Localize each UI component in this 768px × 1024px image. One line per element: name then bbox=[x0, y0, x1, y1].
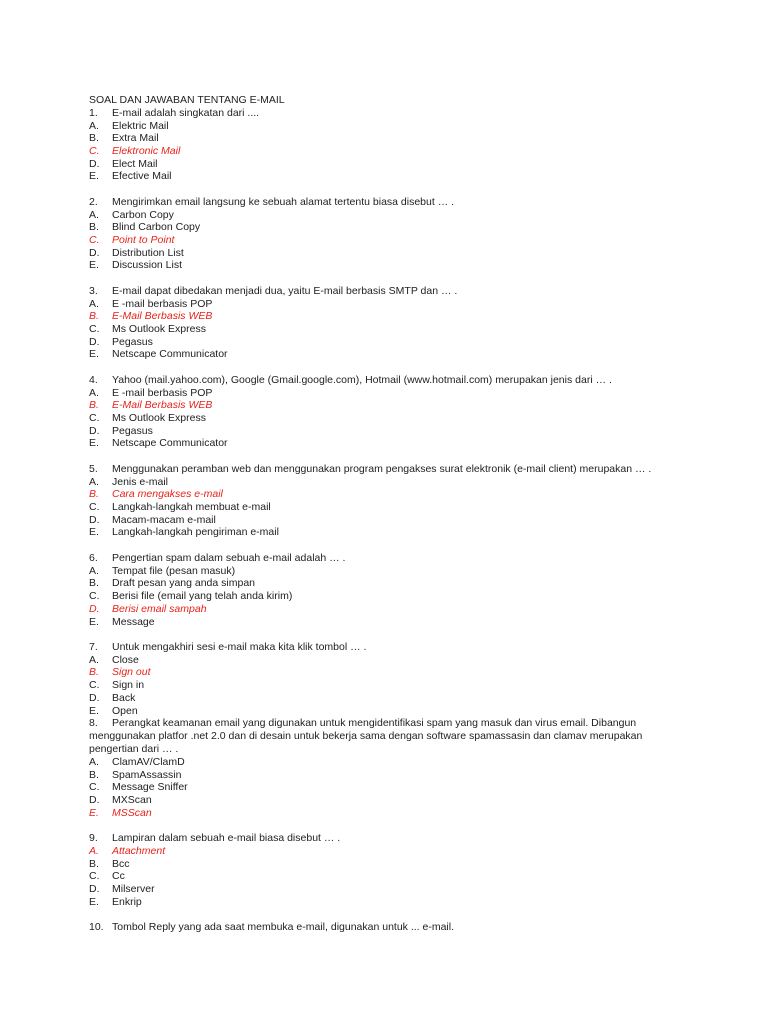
answer-option bbox=[89, 565, 669, 578]
question-text bbox=[89, 374, 669, 387]
option-text: Blind Carbon Copy bbox=[112, 221, 201, 234]
option-letter: C. bbox=[89, 234, 100, 246]
question-number: 10. bbox=[89, 921, 104, 934]
answer-option-correct bbox=[89, 666, 669, 679]
answer-option bbox=[89, 120, 669, 133]
option-text: Point to Point bbox=[112, 234, 175, 246]
answer-option-correct bbox=[89, 845, 669, 858]
option-text: Pegasus bbox=[112, 424, 153, 437]
answer-option bbox=[89, 336, 669, 349]
option-text: Langkah-langkah membuat e-mail bbox=[112, 501, 271, 514]
question-prompt: Tombol Reply yang ada saat membuka e-mail, digunakan untuk ... e-mail. bbox=[112, 921, 455, 934]
option-letter: B. bbox=[89, 399, 99, 412]
option-text: Elektronic Mail bbox=[112, 144, 181, 157]
question-number: 4. bbox=[89, 373, 98, 386]
option-letter: E. bbox=[89, 704, 99, 717]
option-text: MXScan bbox=[112, 794, 152, 806]
option-text: Distribution List bbox=[112, 246, 184, 259]
answer-option bbox=[89, 616, 669, 629]
answer-option bbox=[89, 769, 669, 782]
answer-option bbox=[89, 692, 669, 705]
option-letter: B. bbox=[89, 221, 99, 234]
answer-option bbox=[89, 170, 669, 183]
answer-option bbox=[89, 590, 669, 603]
option-text: Pegasus bbox=[112, 335, 153, 348]
option-text: Back bbox=[112, 691, 136, 704]
option-letter: D. bbox=[89, 424, 100, 437]
option-letter: D. bbox=[89, 691, 100, 704]
option-letter: B. bbox=[89, 768, 99, 781]
option-text: Milserver bbox=[112, 883, 155, 896]
option-text: Macam-macam e-mail bbox=[112, 513, 216, 526]
option-letter: C. bbox=[89, 590, 100, 603]
question-text bbox=[89, 921, 669, 934]
question-prompt: Untuk mengakhiri sesi e-mail maka kita klik tombol … . bbox=[112, 640, 367, 653]
spacer bbox=[89, 628, 669, 641]
spacer bbox=[89, 450, 669, 463]
question-text bbox=[89, 285, 669, 298]
answer-option bbox=[89, 781, 669, 794]
option-text: Message Sniffer bbox=[112, 781, 188, 794]
question-block bbox=[89, 717, 669, 832]
answer-option bbox=[89, 387, 669, 400]
option-text: Efective Mail bbox=[112, 170, 172, 183]
option-letter: D. bbox=[89, 246, 100, 259]
answer-option bbox=[89, 577, 669, 590]
option-text: E-Mail Berbasis WEB bbox=[112, 399, 213, 412]
answer-option bbox=[89, 870, 669, 883]
answer-option bbox=[89, 298, 669, 311]
option-letter: D. bbox=[89, 883, 100, 896]
question-block bbox=[89, 552, 669, 641]
question-block bbox=[89, 641, 669, 717]
spacer bbox=[89, 272, 669, 285]
answer-option-correct bbox=[89, 603, 669, 616]
option-letter: E. bbox=[89, 806, 99, 819]
option-text: Jenis e-mail bbox=[112, 475, 169, 488]
option-letter: A. bbox=[89, 297, 99, 310]
option-text: Carbon Copy bbox=[112, 208, 174, 221]
question-prompt: Mengirimkan email langsung ke sebuah alamat tertentu biasa disebut … . bbox=[112, 195, 455, 208]
answer-option bbox=[89, 883, 669, 896]
option-text: Elektric Mail bbox=[112, 119, 169, 132]
answer-option-correct bbox=[89, 145, 669, 158]
answer-option-correct bbox=[89, 310, 669, 323]
option-text: E-Mail Berbasis WEB bbox=[112, 310, 213, 323]
question-text bbox=[89, 463, 669, 476]
option-text: Tempat file (pesan masuk) bbox=[112, 564, 236, 577]
option-letter: A. bbox=[89, 564, 99, 577]
option-letter: A. bbox=[89, 119, 99, 132]
option-letter: C. bbox=[89, 501, 100, 514]
option-text: Cc bbox=[112, 870, 125, 883]
question-text bbox=[89, 717, 669, 756]
option-text: Enkrip bbox=[112, 895, 142, 908]
answer-option bbox=[89, 425, 669, 438]
question-prompt: Yahoo (mail.yahoo.com), Google (Gmail.google.com), Hotmail (www.hotmail.com) merupakan jenis dari … . bbox=[112, 373, 612, 386]
option-letter: C. bbox=[89, 781, 100, 794]
question-block bbox=[89, 921, 669, 934]
question-block bbox=[89, 285, 669, 374]
option-letter: A. bbox=[89, 653, 99, 666]
answer-option bbox=[89, 526, 669, 539]
question-text bbox=[89, 641, 669, 654]
option-letter: D. bbox=[89, 335, 100, 348]
option-letter: E. bbox=[89, 170, 99, 183]
answer-option bbox=[89, 705, 669, 718]
option-text: E -mail berbasis POP bbox=[112, 297, 213, 310]
question-text bbox=[89, 552, 669, 565]
option-text: Bcc bbox=[112, 857, 130, 870]
option-text: Netscape Communicator bbox=[112, 348, 228, 361]
option-text: E -mail berbasis POP bbox=[112, 386, 213, 399]
option-text: Open bbox=[112, 704, 138, 717]
question-block bbox=[89, 196, 669, 285]
question-number: 8. bbox=[89, 717, 98, 730]
option-letter: B. bbox=[89, 310, 99, 323]
option-letter: A. bbox=[89, 755, 99, 768]
question-number: 2. bbox=[89, 195, 98, 208]
option-letter: C. bbox=[89, 323, 100, 336]
answer-option bbox=[89, 794, 669, 807]
option-letter: E. bbox=[89, 259, 99, 272]
answer-option bbox=[89, 221, 669, 234]
option-text: ClamAV/ClamD bbox=[112, 755, 185, 768]
answer-option bbox=[89, 501, 669, 514]
question-text bbox=[89, 832, 669, 845]
answer-option bbox=[89, 437, 669, 450]
option-letter: B. bbox=[89, 577, 99, 590]
option-text: SpamAssassin bbox=[112, 768, 182, 781]
option-text: Cara mengakses e-mail bbox=[112, 488, 223, 501]
question-block bbox=[89, 463, 669, 552]
option-letter: B. bbox=[89, 488, 99, 501]
option-letter: E. bbox=[89, 437, 99, 450]
answer-option-correct bbox=[89, 399, 669, 412]
answer-option bbox=[89, 247, 669, 260]
option-letter: E. bbox=[89, 348, 99, 361]
question-prompt: E-mail dapat dibedakan menjadi dua, yaitu E-mail berbasis SMTP dan … . bbox=[112, 284, 458, 297]
answer-option bbox=[89, 412, 669, 425]
option-letter: C. bbox=[89, 870, 100, 883]
answer-option-correct bbox=[89, 807, 669, 820]
option-text: Langkah-langkah pengiriman e-mail bbox=[112, 526, 279, 539]
option-letter: E. bbox=[89, 526, 99, 539]
answer-option bbox=[89, 679, 669, 692]
question-block bbox=[89, 107, 669, 196]
answer-option bbox=[89, 259, 669, 272]
question-text bbox=[89, 196, 669, 209]
option-letter: B. bbox=[89, 666, 99, 679]
question-number: 7. bbox=[89, 640, 98, 653]
quiz-document bbox=[89, 94, 669, 934]
option-letter: D. bbox=[89, 157, 100, 170]
answer-option bbox=[89, 858, 669, 871]
option-text: Berisi email sampah bbox=[112, 602, 207, 615]
answer-option-correct bbox=[89, 234, 669, 247]
option-letter: D. bbox=[89, 602, 100, 615]
option-letter: C. bbox=[89, 144, 100, 157]
spacer bbox=[89, 361, 669, 374]
question-number: 3. bbox=[89, 284, 98, 297]
option-text: Ms Outlook Express bbox=[112, 412, 206, 425]
option-letter: A. bbox=[89, 386, 99, 399]
option-text: Attachment bbox=[112, 844, 166, 857]
spacer bbox=[89, 183, 669, 196]
document-title: SOAL DAN JAWABAN TENTANG E-MAIL bbox=[89, 94, 285, 106]
answer-option bbox=[89, 476, 669, 489]
option-letter: D. bbox=[89, 794, 100, 806]
question-list bbox=[89, 107, 669, 934]
option-letter: A. bbox=[89, 844, 99, 857]
answer-option bbox=[89, 756, 669, 769]
answer-option bbox=[89, 654, 669, 667]
question-number: 5. bbox=[89, 462, 98, 475]
question-number: 6. bbox=[89, 551, 98, 564]
question-prompt: Lampiran dalam sebuah e-mail biasa disebut … . bbox=[112, 832, 341, 845]
option-letter: A. bbox=[89, 208, 99, 221]
question-block bbox=[89, 374, 669, 463]
option-text: Discussion List bbox=[112, 259, 183, 272]
question-block bbox=[89, 832, 669, 921]
question-text bbox=[89, 107, 669, 120]
option-text: Ms Outlook Express bbox=[112, 323, 206, 336]
question-prompt: Perangkat keamanan email yang digunakan untuk mengidentifikasi spam yang masuk dan virus email. Dibangun menggunakan platfor .net 2.0 dan di desain untuk bekerja sama dengan software spamassasin dan clamav merupakan pengertian dari … . bbox=[89, 717, 643, 756]
question-number: 1. bbox=[89, 106, 98, 119]
option-text: Draft pesan yang anda simpan bbox=[112, 577, 256, 590]
option-text: Sign in bbox=[112, 679, 145, 692]
answer-option bbox=[89, 323, 669, 336]
answer-option bbox=[89, 209, 669, 222]
spacer bbox=[89, 908, 669, 921]
option-text: Elect Mail bbox=[112, 157, 158, 170]
option-letter: A. bbox=[89, 475, 99, 488]
answer-option bbox=[89, 348, 669, 361]
option-text: Netscape Communicator bbox=[112, 437, 228, 450]
answer-option bbox=[89, 158, 669, 171]
option-text: Sign out bbox=[112, 666, 151, 679]
option-letter: B. bbox=[89, 132, 99, 145]
option-text: Message bbox=[112, 615, 155, 628]
option-text: Close bbox=[112, 653, 139, 666]
option-letter: E. bbox=[89, 895, 99, 908]
question-number: 9. bbox=[89, 832, 98, 845]
option-letter: E. bbox=[89, 615, 99, 628]
answer-option bbox=[89, 514, 669, 527]
option-letter: D. bbox=[89, 513, 100, 526]
option-text: Extra Mail bbox=[112, 132, 159, 145]
option-letter: B. bbox=[89, 857, 99, 870]
answer-option-correct bbox=[89, 488, 669, 501]
option-text: Berisi file (email yang telah anda kirim) bbox=[112, 590, 293, 603]
question-prompt: E-mail adalah singkatan dari .... bbox=[112, 106, 260, 119]
answer-option bbox=[89, 896, 669, 909]
answer-option bbox=[89, 132, 669, 145]
spacer bbox=[89, 539, 669, 552]
option-letter: C. bbox=[89, 679, 100, 692]
question-prompt: Menggunakan peramban web dan menggunakan program pengakses surat elektronik (e-mail client) merupakan … . bbox=[112, 462, 652, 475]
option-letter: C. bbox=[89, 412, 100, 425]
spacer bbox=[89, 819, 669, 832]
option-text: MSScan bbox=[112, 806, 152, 819]
question-prompt: Pengertian spam dalam sebuah e-mail adalah … . bbox=[112, 551, 346, 564]
